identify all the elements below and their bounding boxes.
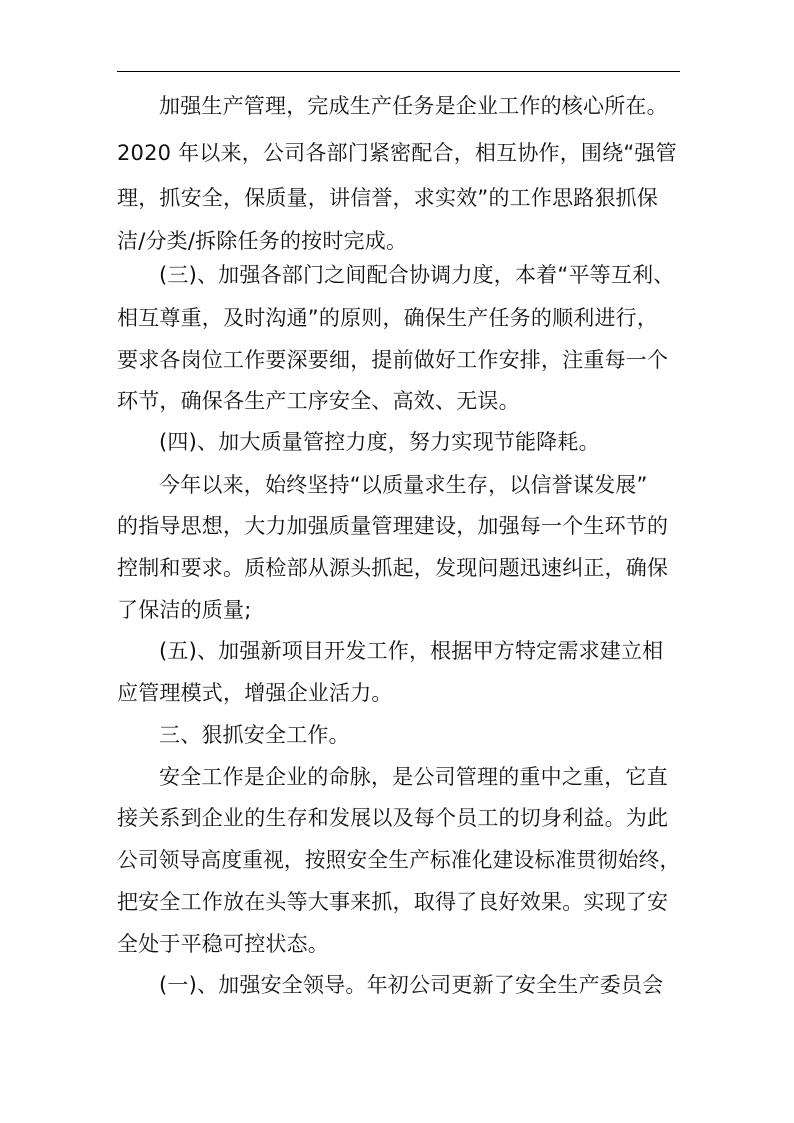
text-line-2: 2020 年以来，公司各部门紧密配合，相互协作，围绕“强管 <box>117 141 677 165</box>
text-line-6: 相互尊重，及时沟通”的原则，确保生产任务的顺利进行， <box>117 306 659 330</box>
text-line-5: (三)、加强各部门之间配合协调力度，本着“平等互利、 <box>159 263 675 287</box>
text-line-21: 全处于平稳可控状态。 <box>117 932 329 956</box>
text-line-16: 三、狠抓安全工作。 <box>159 723 350 747</box>
text-line-3: 理，抓安全，保质量，讲信誉，求实效”的工作思路狠抓保 <box>117 186 659 210</box>
text-line-4: 洁/分类/拆除任务的按时完成。 <box>117 229 408 253</box>
text-line-11: 的指导思想，大力加强质量管理建设，加强每一个生环节的 <box>117 514 669 538</box>
text-line-19: 公司领导高度重视，按照安全生产标准化建设标准贯彻始终， <box>117 848 681 872</box>
text-line-14: (五)、加强新项目开发工作，根据甲方特定需求建立相 <box>159 639 664 663</box>
text-line-15: 应管理模式，增强企业活力。 <box>117 681 393 705</box>
text-line-17: 安全工作是企业的命脉，是公司管理的重中之重，它直 <box>159 765 668 789</box>
text-line-20: 把安全工作放在头等大事来抓，取得了良好效果。实现了安 <box>117 890 669 914</box>
header-rule <box>117 71 680 72</box>
text-line-10: 今年以来，始终坚持“以质量求生存，以信誉谋发展” <box>159 473 648 497</box>
text-line-18: 接关系到企业的生存和发展以及每个员工的切身利益。为此 <box>117 806 669 830</box>
text-line-8: 环节，确保各生产工序安全、高效、无误。 <box>117 389 520 413</box>
text-line-9: (四)、加大质量管控力度，努力实现节能降耗。 <box>159 430 600 454</box>
text-line-1: 加强生产管理，完成生产任务是企业工作的核心所在。 <box>159 94 668 118</box>
text-line-13: 了保洁的质量; <box>117 598 252 622</box>
text-line-7: 要求各岗位工作要深要细，提前做好工作安排，注重每一个 <box>117 348 669 372</box>
text-line-22: (一)、加强安全领导。年初公司更新了安全生产委员会 <box>159 973 664 997</box>
text-line-12: 控制和要求。质检部从源头抓起，发现问题迅速纠正，确保 <box>117 556 669 580</box>
